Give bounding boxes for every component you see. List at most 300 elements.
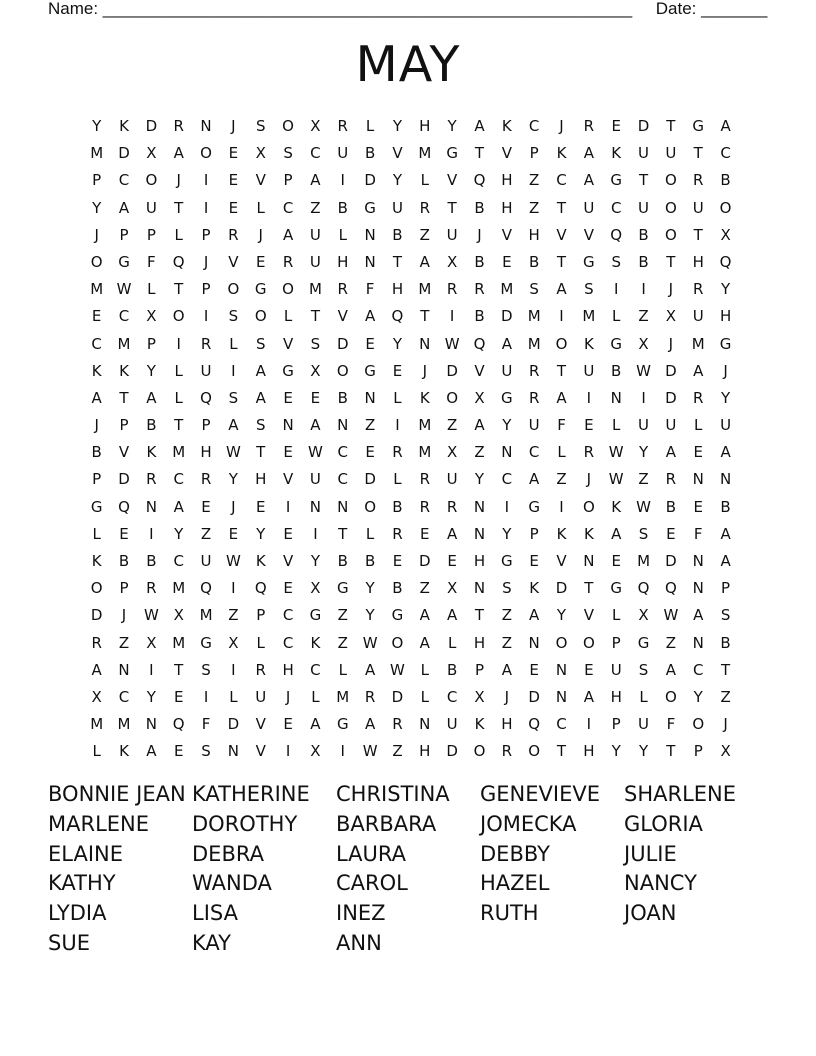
grid-letter: Q bbox=[200, 388, 212, 407]
grid-letter: C bbox=[501, 470, 513, 489]
grid-letter: V bbox=[282, 552, 294, 570]
word-list-item: ANN bbox=[336, 930, 382, 955]
grid-letter: G bbox=[336, 715, 349, 734]
grid-letter: I bbox=[449, 307, 455, 326]
grid-letter: G bbox=[282, 361, 294, 380]
grid-letter: A bbox=[665, 443, 677, 462]
grid-letter: N bbox=[419, 334, 431, 353]
grid-letter: Z bbox=[118, 633, 130, 652]
grid-letter: W bbox=[663, 606, 679, 625]
grid-letter: U bbox=[200, 552, 212, 570]
grid-letter: H bbox=[337, 252, 349, 271]
grid-letter: R bbox=[173, 117, 184, 135]
grid-letter: K bbox=[310, 633, 321, 652]
grid-letter: O bbox=[664, 225, 677, 244]
grid-row bbox=[83, 222, 739, 249]
grid-letter: H bbox=[255, 470, 267, 489]
word-list-item: GENEVIEVE bbox=[480, 782, 600, 806]
grid-letter: E bbox=[666, 524, 676, 543]
grid-letter: S bbox=[638, 524, 649, 543]
grid-letter: V bbox=[583, 225, 594, 244]
grid-letter: T bbox=[666, 252, 676, 271]
grid-letter: Z bbox=[200, 524, 212, 543]
grid-letter: A bbox=[91, 388, 102, 407]
grid-letter: O bbox=[664, 171, 677, 190]
grid-letter: N bbox=[692, 470, 704, 489]
grid-row bbox=[83, 711, 739, 738]
grid-letter: X bbox=[91, 687, 102, 706]
grid-letter: G bbox=[90, 497, 103, 516]
grid-letter: W bbox=[444, 334, 460, 353]
grid-letter: N bbox=[227, 742, 239, 761]
grid-letter: O bbox=[364, 497, 377, 516]
grid-letter: N bbox=[145, 715, 157, 734]
grid-letter: E bbox=[228, 144, 239, 163]
grid-letter: O bbox=[282, 117, 294, 135]
grid-letter: E bbox=[529, 660, 539, 679]
grid-letter: J bbox=[231, 497, 236, 516]
grid-letter: X bbox=[173, 606, 184, 625]
grid-letter: H bbox=[719, 307, 732, 326]
grid-letter: L bbox=[147, 280, 156, 299]
grid-letter: N bbox=[528, 633, 540, 652]
grid-letter: A bbox=[611, 524, 622, 543]
grid-letter: L bbox=[447, 633, 457, 652]
word-list-item: LISA bbox=[192, 901, 238, 926]
grid-letter: X bbox=[665, 307, 677, 326]
grid-letter: G bbox=[528, 497, 540, 516]
grid-letter: T bbox=[666, 742, 676, 761]
grid-letter: Y bbox=[720, 280, 731, 299]
grid-letter: D bbox=[90, 606, 103, 625]
grid-letter: S bbox=[638, 660, 649, 679]
grid-letter: I bbox=[586, 715, 592, 734]
grid-letter: O bbox=[664, 687, 677, 706]
grid-letter: H bbox=[282, 660, 294, 679]
grid-letter: L bbox=[338, 660, 347, 679]
grid-letter: P bbox=[529, 524, 539, 543]
grid-letter: R bbox=[419, 470, 431, 489]
grid-letter: Q bbox=[528, 715, 541, 734]
grid-letter: N bbox=[145, 497, 157, 516]
grid-letter: V bbox=[282, 470, 294, 489]
grid-letter: C bbox=[556, 715, 567, 734]
grid-letter: A bbox=[419, 633, 430, 652]
grid-letter: D bbox=[419, 552, 431, 570]
grid-letter: O bbox=[172, 307, 185, 326]
grid-letter: K bbox=[583, 524, 594, 543]
grid-letter: B bbox=[392, 497, 403, 516]
grid-letter: O bbox=[227, 280, 240, 299]
grid-letter: R bbox=[392, 715, 403, 734]
grid-letter: A bbox=[173, 497, 184, 516]
grid-letter: R bbox=[528, 361, 540, 380]
grid-letter: B bbox=[146, 552, 157, 570]
grid-letter: S bbox=[255, 334, 266, 353]
grid-letter: M bbox=[527, 334, 541, 353]
grid-letter: J bbox=[94, 225, 99, 244]
grid-letter: M bbox=[308, 280, 322, 299]
grid-letter: O bbox=[336, 361, 349, 380]
grid-letter: K bbox=[529, 579, 540, 598]
grid-letter: T bbox=[310, 307, 320, 326]
grid-letter: G bbox=[501, 388, 513, 407]
grid-letter: P bbox=[119, 225, 129, 244]
grid-letter: N bbox=[337, 497, 349, 516]
grid-letter: P bbox=[283, 171, 293, 190]
grid-letter: G bbox=[364, 198, 376, 217]
grid-letter: Z bbox=[447, 416, 458, 435]
grid-letter: R bbox=[255, 660, 266, 679]
grid-letter: Y bbox=[502, 524, 512, 543]
grid-letter: L bbox=[174, 361, 183, 380]
word-list-item: BONNIE JEAN bbox=[48, 782, 186, 806]
grid-letter: L bbox=[338, 225, 347, 244]
grid-letter: A bbox=[720, 443, 731, 462]
grid-letter: A bbox=[720, 117, 731, 135]
grid-letter: C bbox=[610, 198, 622, 217]
grid-letter: P bbox=[693, 742, 703, 761]
grid-letter: R bbox=[583, 117, 595, 135]
grid-letter: R bbox=[200, 470, 212, 489]
grid-letter: V bbox=[282, 334, 294, 353]
grid-letter: N bbox=[337, 416, 349, 435]
grid-letter: A bbox=[146, 742, 157, 761]
grid-letter: E bbox=[173, 742, 184, 761]
grid-letter: Z bbox=[392, 742, 403, 761]
grid-letter: B bbox=[364, 144, 376, 163]
grid-letter: Z bbox=[665, 633, 677, 652]
grid-letter: U bbox=[391, 198, 403, 217]
grid-letter: Q bbox=[719, 252, 732, 271]
word-list-item: HAZEL bbox=[480, 871, 550, 896]
grid-letter: U bbox=[309, 225, 321, 244]
name-date-header bbox=[48, 0, 768, 20]
grid-letter: K bbox=[556, 524, 567, 543]
grid-letter: I bbox=[313, 524, 318, 543]
grid-letter: P bbox=[92, 171, 102, 190]
grid-letter: R bbox=[419, 198, 431, 217]
grid-row bbox=[83, 113, 739, 140]
grid-letter: E bbox=[693, 443, 703, 462]
grid-letter: Q bbox=[391, 307, 404, 326]
grid-letter: C bbox=[282, 633, 294, 652]
grid-letter: P bbox=[92, 470, 102, 489]
letter-grid bbox=[83, 113, 739, 766]
grid-letter: A bbox=[529, 470, 540, 489]
grid-letter: M bbox=[90, 280, 104, 299]
grid-row bbox=[83, 657, 739, 684]
grid-letter: N bbox=[555, 660, 568, 679]
grid-letter: I bbox=[504, 497, 510, 516]
grid-letter: J bbox=[668, 280, 674, 299]
grid-letter: Y bbox=[638, 742, 649, 761]
grid-letter: B bbox=[474, 252, 485, 271]
grid-letter: T bbox=[174, 280, 184, 299]
grid-letter: T bbox=[174, 416, 184, 435]
grid-letter: D bbox=[501, 307, 513, 326]
grid-letter: B bbox=[337, 198, 348, 217]
grid-letter: X bbox=[228, 633, 239, 652]
grid-letter: M bbox=[199, 606, 213, 625]
grid-letter: J bbox=[285, 687, 291, 706]
grid-letter: I bbox=[340, 742, 345, 761]
grid-letter: V bbox=[447, 171, 458, 190]
grid-letter: J bbox=[504, 687, 510, 706]
grid-letter: J bbox=[258, 225, 263, 244]
grid-letter: T bbox=[174, 198, 184, 217]
grid-letter: S bbox=[529, 280, 539, 299]
grid-letter: Q bbox=[664, 579, 677, 598]
grid-letter: V bbox=[255, 715, 266, 734]
grid-letter: T bbox=[474, 606, 485, 625]
grid-letter: S bbox=[201, 660, 211, 679]
grid-letter: N bbox=[419, 715, 431, 734]
grid-letter: W bbox=[362, 742, 378, 761]
grid-letter: N bbox=[501, 443, 513, 462]
grid-letter: I bbox=[559, 497, 564, 516]
grid-letter: W bbox=[143, 606, 159, 625]
grid-letter: L bbox=[311, 687, 320, 706]
grid-letter: J bbox=[176, 171, 181, 190]
grid-letter: C bbox=[118, 687, 130, 706]
grid-letter: J bbox=[586, 470, 592, 489]
grid-letter: A bbox=[255, 388, 266, 407]
grid-letter: W bbox=[308, 443, 323, 462]
grid-letter: S bbox=[611, 252, 621, 271]
grid-letter: R bbox=[693, 280, 704, 299]
grid-letter: R bbox=[364, 687, 376, 706]
grid-letter: Q bbox=[172, 715, 185, 734]
grid-letter: U bbox=[583, 361, 595, 380]
grid-letter: Q bbox=[172, 252, 185, 271]
grid-letter: D bbox=[145, 117, 158, 135]
grid-letter: C bbox=[692, 660, 704, 679]
grid-letter: I bbox=[203, 171, 209, 190]
grid-letter: X bbox=[310, 117, 321, 135]
grid-letter: P bbox=[529, 144, 539, 163]
grid-letter: B bbox=[474, 307, 485, 326]
grid-letter: E bbox=[173, 687, 184, 706]
grid-letter: A bbox=[474, 416, 485, 435]
grid-letter: K bbox=[611, 144, 622, 163]
grid-letter: Z bbox=[474, 443, 485, 462]
grid-letter: X bbox=[474, 687, 485, 706]
grid-letter: I bbox=[203, 307, 209, 326]
grid-letter: P bbox=[201, 416, 211, 435]
grid-letter: W bbox=[636, 361, 651, 380]
grid-letter: N bbox=[692, 579, 704, 598]
grid-letter: O bbox=[664, 198, 677, 217]
word-list-item: CHRISTINA bbox=[336, 782, 450, 806]
grid-letter: Z bbox=[419, 579, 430, 598]
grid-letter: S bbox=[502, 579, 512, 598]
grid-letter: R bbox=[146, 579, 157, 598]
grid-letter: B bbox=[529, 252, 540, 271]
grid-letter: P bbox=[611, 633, 621, 652]
grid-letter: A bbox=[693, 361, 704, 380]
grid-letter: R bbox=[474, 280, 485, 299]
grid-letter: T bbox=[474, 144, 485, 163]
grid-letter: J bbox=[422, 361, 428, 380]
grid-letter: X bbox=[146, 144, 157, 163]
grid-letter: G bbox=[309, 606, 322, 625]
grid-letter: I bbox=[641, 388, 646, 407]
grid-letter: K bbox=[583, 334, 594, 353]
grid-letter: B bbox=[337, 388, 348, 407]
grid-letter: V bbox=[228, 252, 239, 271]
grid-letter: E bbox=[283, 579, 293, 598]
grid-letter: J bbox=[723, 361, 728, 380]
grid-letter: P bbox=[146, 334, 156, 353]
word-list-item: MARLENE bbox=[48, 811, 150, 836]
grid-letter: A bbox=[91, 660, 102, 679]
grid-letter: A bbox=[447, 524, 458, 543]
grid-letter: X bbox=[146, 633, 157, 652]
grid-letter: Y bbox=[720, 388, 731, 407]
grid-letter: Z bbox=[638, 307, 649, 326]
grid-letter: T bbox=[556, 198, 567, 217]
grid-row bbox=[83, 548, 739, 575]
grid-letter: Y bbox=[310, 552, 320, 570]
grid-letter: T bbox=[556, 742, 567, 761]
grid-letter: A bbox=[310, 715, 321, 734]
grid-letter: T bbox=[666, 117, 676, 135]
grid-letter: E bbox=[365, 334, 375, 353]
grid-letter: O bbox=[719, 198, 732, 217]
grid-letter: I bbox=[203, 687, 209, 706]
grid-letter: Y bbox=[447, 117, 457, 135]
grid-letter: T bbox=[638, 171, 649, 190]
grid-letter: M bbox=[418, 280, 432, 299]
grid-letter: T bbox=[119, 388, 129, 407]
grid-letter: K bbox=[119, 117, 129, 135]
grid-letter: A bbox=[474, 117, 485, 135]
grid-letter: Z bbox=[310, 198, 321, 217]
grid-row bbox=[83, 466, 739, 493]
grid-letter: G bbox=[391, 606, 404, 625]
grid-letter: K bbox=[119, 361, 129, 380]
grid-letter: E bbox=[611, 552, 621, 570]
grid-letter: X bbox=[447, 252, 458, 271]
grid-letter: A bbox=[146, 388, 157, 407]
grid-letter: N bbox=[692, 552, 704, 570]
grid-letter: S bbox=[283, 144, 293, 163]
grid-row bbox=[83, 331, 739, 358]
grid-letter: M bbox=[637, 552, 651, 570]
grid-letter: Z bbox=[337, 606, 348, 625]
grid-letter: I bbox=[203, 198, 209, 217]
grid-letter: A bbox=[419, 606, 430, 625]
grid-letter: U bbox=[145, 198, 157, 217]
grid-letter: Y bbox=[92, 198, 102, 217]
grid-letter: A bbox=[501, 334, 512, 353]
grid-letter: J bbox=[668, 334, 674, 353]
grid-letter: C bbox=[556, 171, 567, 190]
grid-letter: R bbox=[693, 171, 704, 190]
grid-letter: L bbox=[420, 171, 429, 190]
grid-row bbox=[83, 276, 739, 303]
grid-letter: O bbox=[282, 280, 294, 299]
word-list-item: RUTH bbox=[480, 901, 539, 926]
grid-letter: S bbox=[255, 117, 266, 135]
grid-letter: X bbox=[310, 361, 321, 380]
grid-row bbox=[83, 303, 739, 330]
grid-letter: M bbox=[418, 144, 432, 163]
grid-letter: L bbox=[612, 307, 621, 326]
word-list-item: SHARLENE bbox=[624, 782, 737, 806]
grid-letter: K bbox=[91, 361, 102, 380]
date-field-label: Date: _______ bbox=[655, 0, 768, 18]
grid-letter: D bbox=[364, 171, 376, 190]
grid-letter: L bbox=[283, 307, 293, 326]
grid-letter: U bbox=[337, 144, 349, 163]
grid-letter: C bbox=[173, 552, 184, 570]
grid-letter: A bbox=[693, 606, 704, 625]
grid-letter: Y bbox=[228, 470, 238, 489]
grid-letter: M bbox=[117, 715, 131, 734]
grid-letter: L bbox=[420, 687, 429, 706]
grid-letter: S bbox=[228, 307, 239, 326]
grid-letter: W bbox=[390, 660, 405, 679]
word-list-item: JOAN bbox=[624, 901, 677, 926]
grid-letter: C bbox=[91, 334, 102, 353]
grid-letter: L bbox=[420, 660, 429, 679]
grid-letter: Y bbox=[174, 524, 184, 543]
grid-letter: U bbox=[692, 307, 704, 326]
grid-letter: O bbox=[90, 252, 103, 271]
grid-letter: O bbox=[446, 388, 459, 407]
grid-letter: W bbox=[225, 552, 241, 570]
grid-letter: G bbox=[583, 252, 595, 271]
grid-letter: I bbox=[231, 361, 236, 380]
grid-letter: E bbox=[228, 198, 239, 217]
grid-letter: U bbox=[638, 198, 650, 217]
grid-letter: U bbox=[309, 252, 321, 271]
grid-letter: A bbox=[501, 660, 512, 679]
grid-letter: N bbox=[364, 388, 376, 407]
grid-letter: I bbox=[641, 280, 646, 299]
grid-letter: O bbox=[145, 171, 158, 190]
grid-letter: M bbox=[172, 579, 186, 598]
grid-letter: D bbox=[555, 579, 568, 598]
grid-letter: U bbox=[583, 198, 595, 217]
grid-letter: X bbox=[720, 742, 731, 761]
grid-letter: M bbox=[90, 715, 104, 734]
grid-letter: A bbox=[720, 524, 731, 543]
grid-letter: P bbox=[474, 660, 484, 679]
grid-letter: O bbox=[391, 633, 404, 652]
grid-letter: V bbox=[392, 144, 403, 163]
grid-letter: D bbox=[665, 388, 677, 407]
grid-letter: F bbox=[666, 715, 676, 734]
grid-letter: L bbox=[256, 633, 265, 652]
grid-row bbox=[83, 195, 739, 222]
grid-letter: M bbox=[418, 416, 432, 435]
grid-letter: J bbox=[723, 715, 728, 734]
grid-letter: E bbox=[502, 252, 512, 271]
grid-letter: O bbox=[90, 579, 103, 598]
grid-letter: I bbox=[285, 742, 291, 761]
grid-letter: A bbox=[583, 171, 594, 190]
grid-letter: A bbox=[118, 198, 130, 217]
grid-letter: D bbox=[446, 742, 458, 761]
grid-letter: E bbox=[584, 660, 594, 679]
grid-letter: O bbox=[582, 633, 595, 652]
grid-letter: Z bbox=[501, 606, 512, 625]
grid-letter: R bbox=[337, 280, 348, 299]
grid-letter: Y bbox=[92, 117, 102, 135]
